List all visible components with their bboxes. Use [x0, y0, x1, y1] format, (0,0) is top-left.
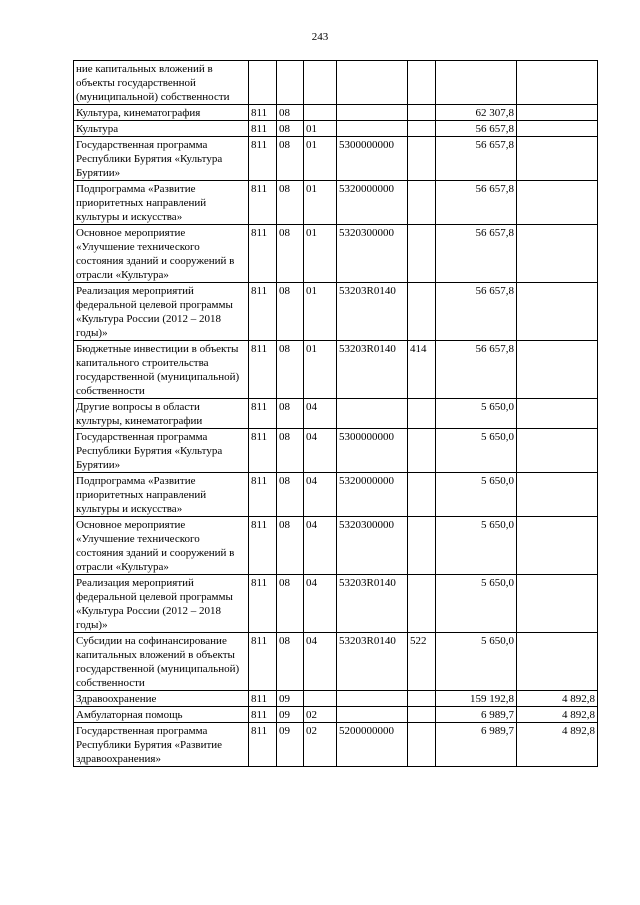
row-subsection-cell: 01 — [304, 181, 337, 225]
row-section-cell: 08 — [277, 575, 304, 633]
row-name-cell: Государственная программа Республики Бурятия «Культура Бурятии» — [74, 429, 249, 473]
row-expense-type-cell — [408, 105, 436, 121]
row-target-article-cell: 53203R0140 — [337, 341, 408, 399]
table-row — [74, 707, 598, 723]
budget-table-body — [74, 61, 598, 767]
row-target-article-cell: 5320300000 — [337, 517, 408, 575]
row-amount-federal-cell — [517, 517, 598, 575]
row-amount-cell: 56 657,8 — [436, 181, 517, 225]
row-amount-federal-cell: 4 892,8 — [517, 723, 598, 767]
row-expense-type-cell: 414 — [408, 341, 436, 399]
row-amount-cell: 56 657,8 — [436, 341, 517, 399]
row-section-cell: 08 — [277, 473, 304, 517]
row-subsection-cell: 04 — [304, 633, 337, 691]
row-target-article-cell: 5300000000 — [337, 137, 408, 181]
row-grbs-cell: 811 — [249, 181, 277, 225]
row-target-article-cell: 5300000000 — [337, 429, 408, 473]
table-row — [74, 225, 598, 283]
row-amount-cell: 5 650,0 — [436, 429, 517, 473]
row-target-article-cell — [337, 691, 408, 707]
row-expense-type-cell — [408, 181, 436, 225]
row-expense-type-cell — [408, 225, 436, 283]
row-grbs-cell: 811 — [249, 399, 277, 429]
row-amount-cell: 5 650,0 — [436, 575, 517, 633]
row-amount-cell: 159 192,8 — [436, 691, 517, 707]
row-expense-type-cell — [408, 473, 436, 517]
row-section-cell: 09 — [277, 707, 304, 723]
row-grbs-cell: 811 — [249, 691, 277, 707]
row-expense-type-cell — [408, 707, 436, 723]
row-amount-federal-cell — [517, 283, 598, 341]
row-name-cell: Реализация мероприятий федеральной целевой программы «Культура России (2012 – 2018 годы)» — [74, 575, 249, 633]
row-name-cell: Субсидии на софинансирование капитальных вложений в объекты государственной (муниципальной) собственности — [74, 633, 249, 691]
page-number: 243 — [311, 31, 329, 43]
row-expense-type-cell — [408, 283, 436, 341]
row-expense-type-cell — [408, 137, 436, 181]
row-amount-cell: 56 657,8 — [436, 121, 517, 137]
row-amount-federal-cell: 4 892,8 — [517, 707, 598, 723]
row-section-cell: 08 — [277, 429, 304, 473]
row-grbs-cell: 811 — [249, 341, 277, 399]
row-grbs-cell: 811 — [249, 137, 277, 181]
table-row — [74, 283, 598, 341]
row-name-cell: Подпрограмма «Развитие приоритетных направлений культуры и искусства» — [74, 473, 249, 517]
row-amount-federal-cell — [517, 575, 598, 633]
row-expense-type-cell — [408, 399, 436, 429]
row-grbs-cell: 811 — [249, 707, 277, 723]
row-grbs-cell: 811 — [249, 429, 277, 473]
table-row — [74, 575, 598, 633]
row-amount-cell: 56 657,8 — [436, 283, 517, 341]
row-amount-federal-cell — [517, 341, 598, 399]
row-amount-federal-cell — [517, 633, 598, 691]
row-expense-type-cell — [408, 121, 436, 137]
row-target-article-cell: 53203R0140 — [337, 575, 408, 633]
row-subsection-cell — [304, 61, 337, 105]
row-grbs-cell: 811 — [249, 723, 277, 767]
row-amount-cell: 62 307,8 — [436, 105, 517, 121]
row-target-article-cell: 53203R0140 — [337, 633, 408, 691]
row-amount-cell: 5 650,0 — [436, 517, 517, 575]
row-section-cell: 08 — [277, 137, 304, 181]
row-expense-type-cell — [408, 517, 436, 575]
row-section-cell: 09 — [277, 691, 304, 707]
row-section-cell: 08 — [277, 225, 304, 283]
table-row — [74, 137, 598, 181]
row-expense-type-cell — [408, 575, 436, 633]
row-expense-type-cell — [408, 691, 436, 707]
row-expense-type-cell: 522 — [408, 633, 436, 691]
row-target-article-cell — [337, 399, 408, 429]
row-subsection-cell: 02 — [304, 707, 337, 723]
table-row — [74, 429, 598, 473]
row-name-cell: Другие вопросы в области культуры, кинематографии — [74, 399, 249, 429]
row-section-cell: 08 — [277, 121, 304, 137]
row-name-cell: Амбулаторная помощь — [74, 707, 249, 723]
row-grbs-cell: 811 — [249, 105, 277, 121]
row-name-cell: Государственная программа Республики Бурятия «Культура Бурятии» — [74, 137, 249, 181]
row-grbs-cell: 811 — [249, 283, 277, 341]
row-subsection-cell: 01 — [304, 121, 337, 137]
row-expense-type-cell — [408, 61, 436, 105]
row-amount-federal-cell — [517, 225, 598, 283]
row-amount-federal-cell — [517, 61, 598, 105]
row-subsection-cell: 01 — [304, 283, 337, 341]
row-amount-federal-cell — [517, 399, 598, 429]
row-expense-type-cell — [408, 429, 436, 473]
table-row — [74, 181, 598, 225]
row-section-cell: 08 — [277, 283, 304, 341]
row-grbs-cell: 811 — [249, 225, 277, 283]
row-target-article-cell: 5320000000 — [337, 473, 408, 517]
table-row — [74, 473, 598, 517]
table-row — [74, 517, 598, 575]
row-name-cell: Реализация мероприятий федеральной целевой программы «Культура России (2012 – 2018 годы)» — [74, 283, 249, 341]
row-subsection-cell: 04 — [304, 575, 337, 633]
table-row — [74, 341, 598, 399]
row-target-article-cell — [337, 707, 408, 723]
table-row — [74, 105, 598, 121]
row-section-cell: 08 — [277, 517, 304, 575]
row-section-cell: 08 — [277, 105, 304, 121]
row-subsection-cell: 01 — [304, 137, 337, 181]
row-section-cell — [277, 61, 304, 105]
row-amount-cell: 5 650,0 — [436, 399, 517, 429]
row-name-cell: Подпрограмма «Развитие приоритетных направлений культуры и искусства» — [74, 181, 249, 225]
row-grbs-cell: 811 — [249, 633, 277, 691]
row-subsection-cell: 04 — [304, 473, 337, 517]
row-amount-federal-cell — [517, 105, 598, 121]
row-subsection-cell: 04 — [304, 429, 337, 473]
row-grbs-cell: 811 — [249, 121, 277, 137]
row-amount-cell: 6 989,7 — [436, 723, 517, 767]
table-row — [74, 723, 598, 767]
row-subsection-cell: 01 — [304, 225, 337, 283]
table-row — [74, 633, 598, 691]
row-amount-cell: 56 657,8 — [436, 225, 517, 283]
row-grbs-cell: 811 — [249, 517, 277, 575]
row-subsection-cell — [304, 691, 337, 707]
row-amount-cell: 5 650,0 — [436, 473, 517, 517]
row-name-cell: ние капитальных вложений в объекты государственной (муниципальной) собственности — [74, 61, 249, 105]
row-target-article-cell: 5320300000 — [337, 225, 408, 283]
row-amount-cell: 5 650,0 — [436, 633, 517, 691]
row-target-article-cell — [337, 105, 408, 121]
row-amount-federal-cell — [517, 137, 598, 181]
budget-table — [73, 60, 598, 767]
row-subsection-cell: 02 — [304, 723, 337, 767]
row-section-cell: 09 — [277, 723, 304, 767]
row-target-article-cell: 5320000000 — [337, 181, 408, 225]
row-target-article-cell — [337, 61, 408, 105]
table-row — [74, 121, 598, 137]
row-amount-federal-cell — [517, 181, 598, 225]
row-amount-federal-cell — [517, 121, 598, 137]
row-section-cell: 08 — [277, 341, 304, 399]
row-grbs-cell: 811 — [249, 575, 277, 633]
row-subsection-cell: 01 — [304, 341, 337, 399]
row-target-article-cell: 5200000000 — [337, 723, 408, 767]
row-section-cell: 08 — [277, 181, 304, 225]
row-target-article-cell: 53203R0140 — [337, 283, 408, 341]
row-amount-federal-cell — [517, 429, 598, 473]
table-row — [74, 61, 598, 105]
row-grbs-cell — [249, 61, 277, 105]
row-name-cell: Культура — [74, 121, 249, 137]
row-expense-type-cell — [408, 723, 436, 767]
row-subsection-cell — [304, 105, 337, 121]
row-section-cell: 08 — [277, 633, 304, 691]
row-amount-federal-cell — [517, 473, 598, 517]
row-section-cell: 08 — [277, 399, 304, 429]
row-name-cell: Основное мероприятие «Улучшение технического состояния зданий и сооружений в отрасли «Культура» — [74, 517, 249, 575]
table-row — [74, 399, 598, 429]
row-grbs-cell: 811 — [249, 473, 277, 517]
row-name-cell: Государственная программа Республики Бурятия «Развитие здравоохранения» — [74, 723, 249, 767]
row-amount-cell: 6 989,7 — [436, 707, 517, 723]
row-name-cell: Бюджетные инвестиции в объекты капитального строительства государственной (муниципальной) собственности — [74, 341, 249, 399]
row-target-article-cell — [337, 121, 408, 137]
row-subsection-cell: 04 — [304, 399, 337, 429]
row-amount-cell — [436, 61, 517, 105]
table-row — [74, 691, 598, 707]
row-name-cell: Здравоохранение — [74, 691, 249, 707]
row-name-cell: Культура, кинематография — [74, 105, 249, 121]
row-subsection-cell: 04 — [304, 517, 337, 575]
row-amount-federal-cell: 4 892,8 — [517, 691, 598, 707]
row-amount-cell: 56 657,8 — [436, 137, 517, 181]
row-name-cell: Основное мероприятие «Улучшение технического состояния зданий и сооружений в отрасли «Культура» — [74, 225, 249, 283]
